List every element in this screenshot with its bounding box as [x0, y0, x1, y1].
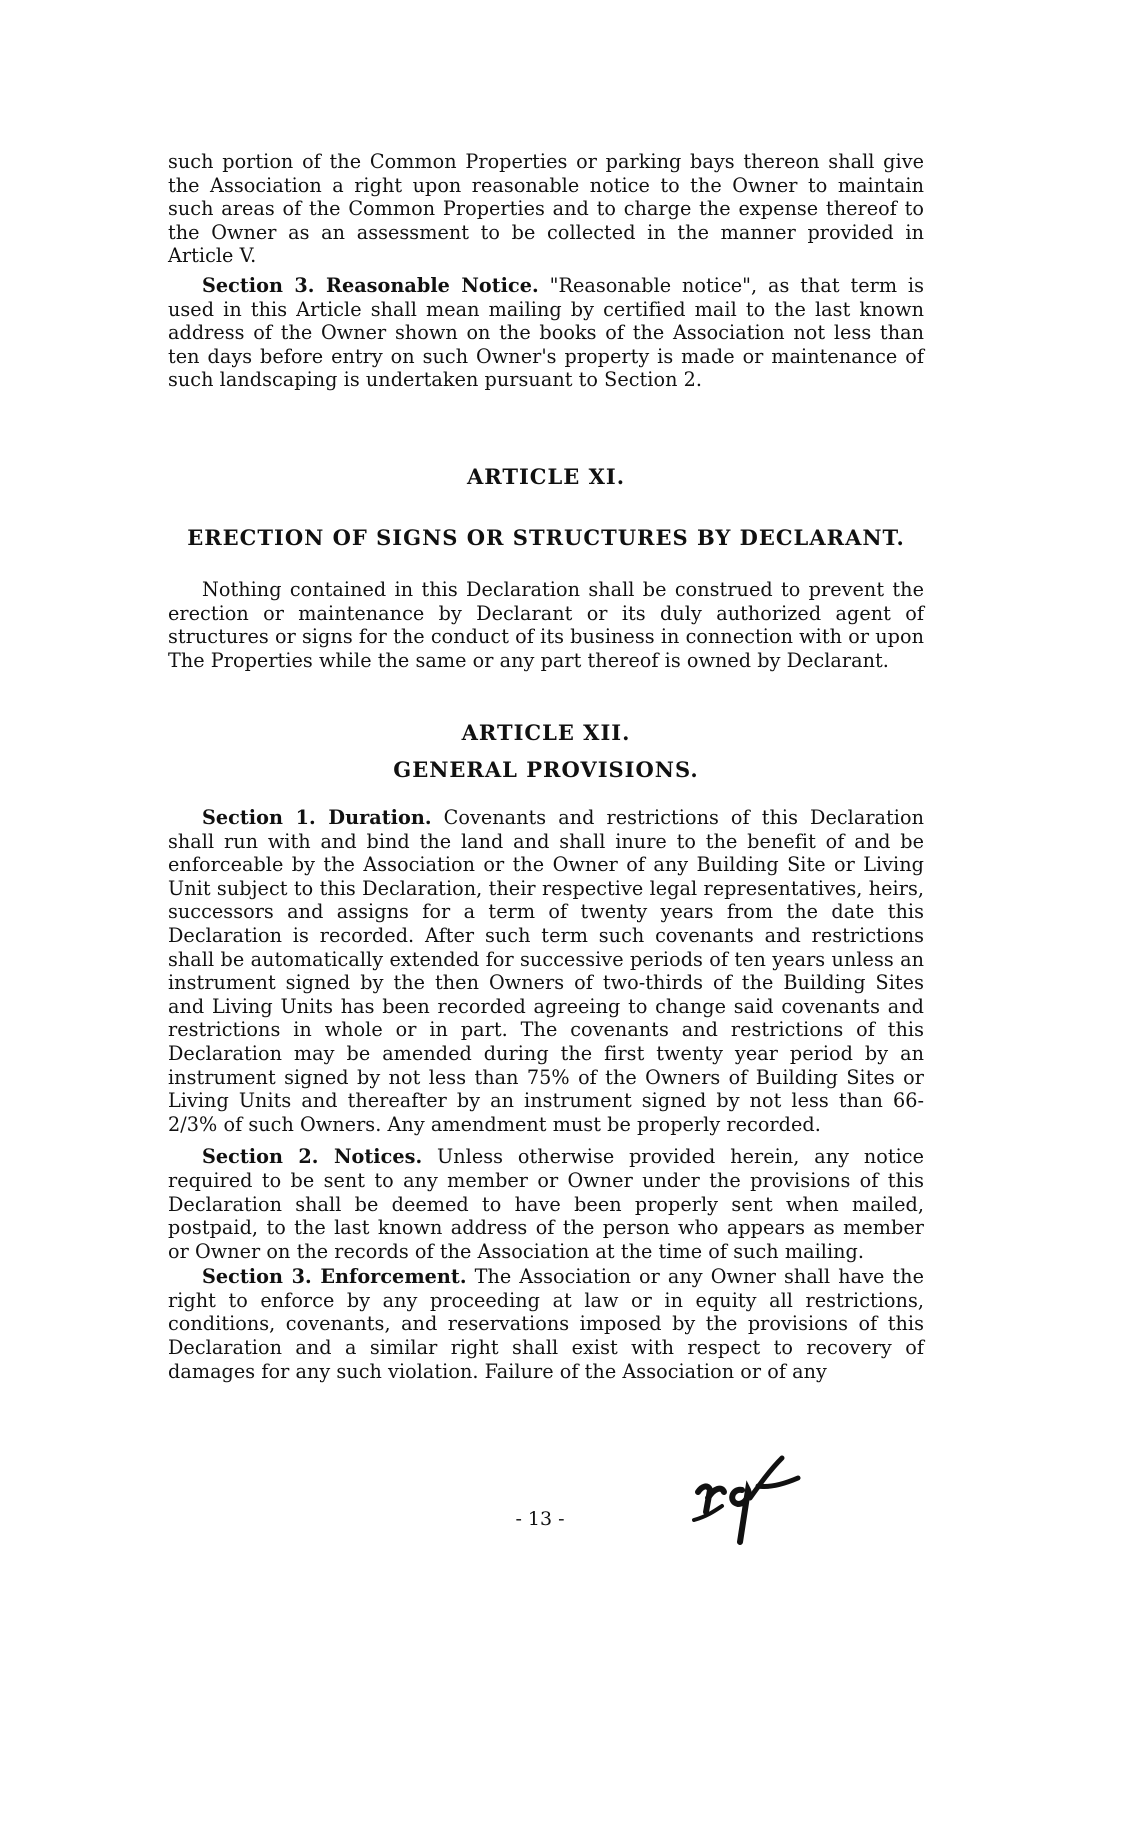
duration-paragraph [168, 806, 924, 1136]
article-xii-heading: ARTICLE XII. [461, 720, 631, 745]
enforcement-paragraph [168, 1265, 924, 1383]
section-body: Covenants and restrictions of this Declaration shall run with and bind the land and shall inure to the benefit of and be enforceable by the Association or the Owner of any Building Site or Living Unit subject to this Declaration, their respective legal representatives, heirs, successors and assigns for a term of twenty years from the date this Declaration is recorded. After such term such covenants and restrictions shall be automatically extended for successive periods of ten years unless an instrument signed by the then Owners of two-thirds of the Building Sites and Living Units has been recorded agreeing to change said covenants and restrictions in whole or in part. The covenants and restrictions of this Declaration may be amended during the first twenty year period by an instrument signed by not less than 75% of the Owners of Building Sites or Living Units and thereafter by an instrument signed by not less than 66-2/3% of such Owners. Any amendment must be properly recorded. [168, 806, 925, 1136]
handwritten-initials-signature [688, 1450, 808, 1550]
article-xii-block [168, 806, 924, 1383]
article-xi-subheading: ERECTION OF SIGNS OR STRUCTURES BY DECLARANT. [187, 525, 905, 550]
section-heading: Section 3. Enforcement. [202, 1265, 467, 1289]
article-xi-body: Nothing contained in this Declaration shall be construed to prevent the erection or maintenance by Declarant or its duly authorized agent of structures or signs for the conduct of its business in connection with or upon The Properties while the same or any part thereof is owned by Declarant. [168, 578, 924, 672]
section-body: "Reasonable notice", as that term is used in this Article shall mean mailing by certified mail to the last known address of the Owner shown on the books of the Association not less than ten days before entry on such Owner's property is made or maintenance of such landscaping is undertaken pursuant to Section 2. [168, 273, 924, 392]
section-heading: Section 2. Notices. [202, 1145, 423, 1169]
continuation-paragraph: such portion of the Common Properties or parking bays thereon shall give the Association a right upon reasonable notice to the Owner to maintain such areas of the Common Properties and to charge the expense thereof to the Owner as an assessment to be collected in the manner provided in Article V. [168, 150, 924, 268]
reasonable-notice-paragraph [168, 274, 924, 392]
article-xi-block [168, 578, 924, 672]
page-number: - 13 - [515, 1508, 565, 1530]
article-xii-subheading: GENERAL PROVISIONS. [393, 757, 699, 782]
section-heading: Section 1. Duration. [202, 806, 432, 829]
section-body: Unless otherwise provided herein, any notice required to be sent to any member or Owner under the provisions of this Declaration shall be deemed to have been properly sent when mailed, postpaid, to the last known address of the person who appears as member or Owner on the records of the Association at the time of such mailing. [168, 1145, 924, 1263]
section-heading: Section 3. Reasonable Notice. [202, 273, 539, 297]
article-xi-heading: ARTICLE XI. [466, 464, 626, 489]
section-body: The Association or any Owner shall have the right to enforce by any proceeding at law or in equity all restrictions, conditions, covenants, and reservations imposed by the provisions of this Declaration and a similar right shall exist with respect to recovery of damages for any such violation. Failure of the Association or of any [168, 1265, 924, 1383]
opening-block [168, 150, 924, 392]
notices-paragraph [168, 1145, 924, 1263]
